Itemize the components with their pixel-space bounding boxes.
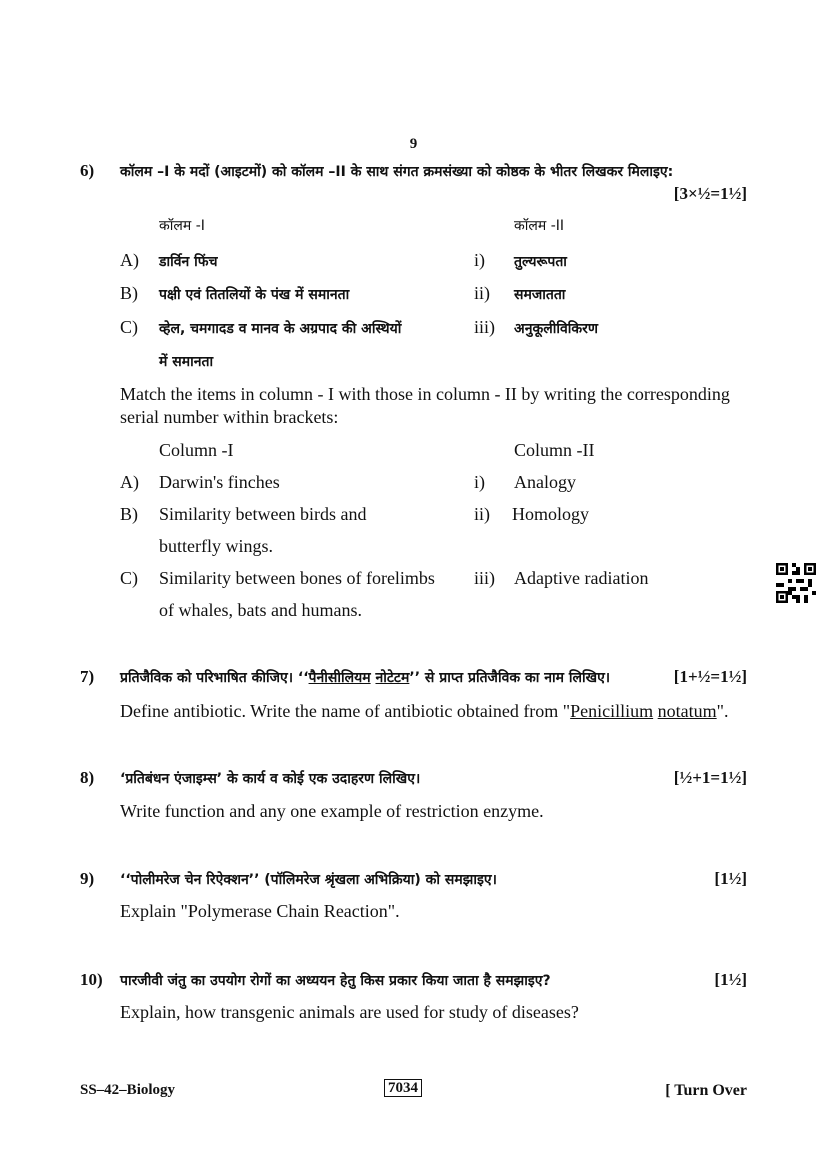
hindi-row-a-match: तुल्यरूपता xyxy=(514,254,567,270)
english-row-b-match: Homology xyxy=(512,504,590,524)
question-8-marks: [½+1=1½] xyxy=(673,768,747,787)
english-row-c-letter: C) xyxy=(120,568,138,588)
question-6-hindi-text: कॉलम –I के मदों (आइटमों) को कॉलम –II के साथ संगत क्रमसंख्या को कोष्ठक के भीतर लिखकर मिलाइए: xyxy=(120,164,674,180)
question-10-english-text: Explain, how transgenic animals are used for study of diseases? xyxy=(120,1002,579,1022)
english-row-c-roman: iii) xyxy=(474,568,495,588)
english-row-a-letter: A) xyxy=(120,472,139,492)
question-9-english-text: Explain "Polymerase Chain Reaction". xyxy=(120,901,400,921)
hindi-column-1-heading: कॉलम -I xyxy=(159,218,205,234)
question-8-hindi-text: ‘प्रतिबंधन एंजाइम्स’ के कार्य व कोई एक उदाहरण लिखिए। xyxy=(120,771,421,787)
question-9-hindi-text: ‘‘पोलीमरेज चेन रिऐक्शन’’ (पॉलिमरेज श्रृंखला अभिक्रिया) को समझाइए। xyxy=(120,872,497,888)
footer-subject-code: SS–42–Biology xyxy=(80,1082,176,1098)
hindi-row-c-item: व्हेल, चमगादड व मानव के अग्रपाद की अस्थियों xyxy=(159,321,402,337)
hindi-row-a-letter: A) xyxy=(120,250,139,270)
hindi-row-a-roman: i) xyxy=(474,250,485,270)
question-9-number: 9) xyxy=(80,869,95,888)
english-row-c-item: Similarity between bones of forelimbs xyxy=(159,568,435,588)
hindi-row-b-letter: B) xyxy=(120,283,138,303)
question-8-english-text: Write function and any one example of restriction enzyme. xyxy=(120,801,544,821)
footer-turn-over: [ Turn Over xyxy=(665,1082,747,1099)
paper-code-box: 7034 xyxy=(384,1079,422,1097)
english-row-b-roman: ii) xyxy=(474,504,490,524)
question-8-number: 8) xyxy=(80,768,95,787)
question-7-english-text: Define antibiotic. Write the name of antibiotic obtained from "Penicillium notatum". xyxy=(120,701,729,721)
english-row-c-item-continued: of whales, bats and humans. xyxy=(159,600,362,620)
hindi-row-c-item-continued: में समानता xyxy=(159,354,214,370)
question-10-number: 10) xyxy=(80,970,103,989)
hindi-row-b-match: समजातता xyxy=(514,287,566,303)
hindi-row-c-roman: iii) xyxy=(474,317,495,337)
hindi-row-b-item: पक्षी एवं तितलियों के पंख में समानता xyxy=(159,287,350,303)
hindi-row-b-roman: ii) xyxy=(474,283,490,303)
hindi-row-a-item: डार्विन फिंच xyxy=(159,254,218,270)
footer-paper-code xyxy=(384,1080,422,1097)
english-row-c-match: Adaptive radiation xyxy=(514,568,649,588)
english-row-a-match: Analogy xyxy=(514,472,576,492)
english-row-b-item: Similarity between birds and xyxy=(159,504,367,524)
qr-code xyxy=(776,563,816,603)
page-number: 9 xyxy=(409,136,418,152)
english-column-2-heading: Column -II xyxy=(514,440,595,460)
english-row-a-item: Darwin's finches xyxy=(159,472,280,492)
question-10-hindi-text: पारजीवी जंतु का उपयोग रोगों का अध्ययन हेतु किस प्रकार किया जाता है समझाइए? xyxy=(120,973,551,989)
hindi-column-2-heading: कॉलम -II xyxy=(514,218,565,234)
question-7-number: 7) xyxy=(80,667,95,686)
english-row-a-roman: i) xyxy=(474,472,485,492)
question-6-number: 6) xyxy=(80,161,95,180)
question-6-english-line-1: Match the items in column - I with those in column - II by writing the corresponding xyxy=(120,384,730,404)
question-10-marks: [1½] xyxy=(714,970,747,989)
question-7-marks: [1+½=1½] xyxy=(673,667,747,686)
hindi-row-c-letter: C) xyxy=(120,317,138,337)
english-row-b-item-continued: butterfly wings. xyxy=(159,536,273,556)
question-6-english-line-2: serial number within brackets: xyxy=(120,407,339,427)
hindi-row-c-match: अनुकूलीविकिरण xyxy=(514,321,598,337)
question-7-hindi-text: प्रतिजैविक को परिभाषित कीजिए। ‘‘पैनीसीलियम नोटेटम’’ से प्राप्त प्रतिजैविक का नाम लिखिए। xyxy=(120,670,611,686)
question-6-marks: [3×½=1½] xyxy=(673,184,747,203)
english-column-1-heading: Column -I xyxy=(159,440,234,460)
question-9-marks: [1½] xyxy=(714,869,747,888)
english-row-b-letter: B) xyxy=(120,504,138,524)
